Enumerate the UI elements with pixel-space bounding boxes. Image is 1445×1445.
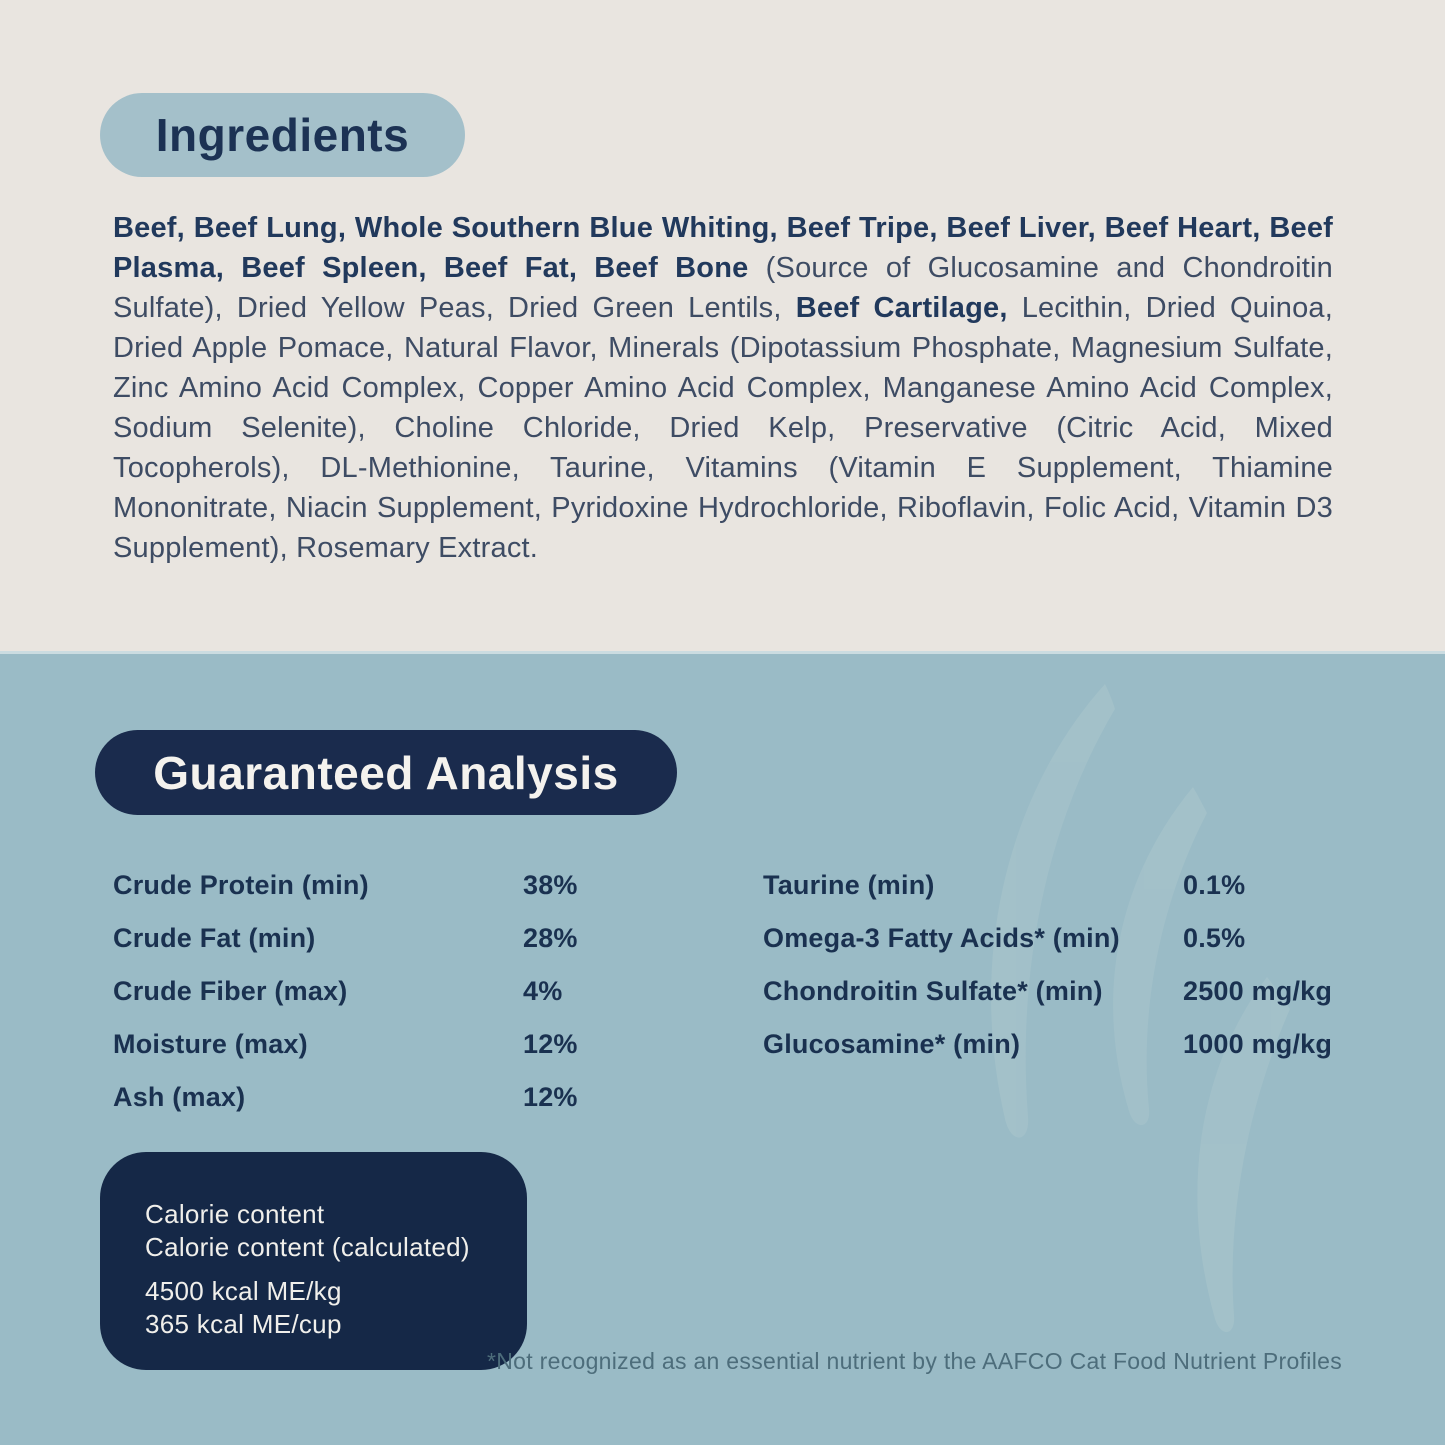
nutrient-label: Omega-3 Fatty Acids* (min) xyxy=(763,923,1120,953)
analysis-row xyxy=(113,1029,733,1058)
aafco-footnote: *Not recognized as an essential nutrient by the AAFCO Cat Food Nutrient Profiles xyxy=(487,1348,1342,1374)
calorie-value-lines xyxy=(145,1275,497,1341)
analysis-row xyxy=(763,976,1363,1005)
analysis-row xyxy=(763,1029,1363,1058)
analysis-column-right xyxy=(763,870,1363,1082)
analysis-row xyxy=(763,923,1363,952)
nutrient-value: 0.1% xyxy=(1183,870,1246,900)
nutrient-label: Crude Fiber (max) xyxy=(113,976,348,1006)
nutrient-label: Ash (max) xyxy=(113,1082,246,1112)
analysis-row xyxy=(113,923,733,952)
ingredient-segment-bold: Beef Cartilage, xyxy=(795,292,1008,324)
nutrient-value: 12% xyxy=(523,1029,578,1059)
nutrient-label: Moisture (max) xyxy=(113,1029,308,1059)
calorie-line: 4500 kcal ME/kg xyxy=(145,1276,342,1306)
analysis-row xyxy=(113,1082,733,1111)
section-divider xyxy=(0,651,1445,654)
nutrient-label: Chondroitin Sulfate* (min) xyxy=(763,976,1103,1006)
analysis-row xyxy=(113,870,733,899)
calorie-title-lines xyxy=(145,1198,497,1264)
nutrient-value: 12% xyxy=(523,1082,578,1112)
analysis-column-left xyxy=(113,870,733,1135)
ingredients-title-pill xyxy=(100,93,465,177)
nutrient-value: 4% xyxy=(523,976,563,1006)
calorie-line: 365 kcal ME/cup xyxy=(145,1309,342,1339)
ingredients-paragraph xyxy=(113,208,1333,568)
nutrient-label: Glucosamine* (min) xyxy=(763,1029,1021,1059)
ingredient-segment: (Source of Glucosamine and Chondroitin Sulfate), Dried Yellow Peas, Dried Green Lentils, xyxy=(113,252,1333,324)
nutrient-value: 28% xyxy=(523,923,578,953)
ingredients-title: Ingredients xyxy=(155,109,410,161)
nutrient-label: Taurine (min) xyxy=(763,870,935,900)
calorie-line: Calorie content (calculated) xyxy=(145,1232,470,1262)
guaranteed-analysis-section xyxy=(0,651,1445,1445)
nutrient-label: Crude Fat (min) xyxy=(113,923,316,953)
guaranteed-analysis-title-pill xyxy=(95,730,677,815)
analysis-row xyxy=(113,976,733,1005)
analysis-row xyxy=(763,870,1363,899)
nutrient-value: 0.5% xyxy=(1183,923,1246,953)
ingredient-segment: Lecithin, Dried Quinoa, Dried Apple Pomace, Natural Flavor, Minerals (Dipotassium Phosphate, Magnesium Sulfate, Zinc Amino Acid Complex, Copper Amino Acid Complex, Manganese Amino Acid Complex, Sodium Selenite), Choline Chloride, Dried Kelp, Preservative (Citric Acid, Mixed Tocopherols), DL-Methionine, Taurine, Vitamins (Vitamin E Supplement, Thiamine Mononitrate, Niacin Supplement, Pyridoxine Hydrochloride, Riboflavin, Folic Acid, Vitamin D3 Supplement), Rosemary Extract. xyxy=(113,292,1333,564)
guaranteed-analysis-title: Guaranteed Analysis xyxy=(153,746,619,799)
calorie-content-box xyxy=(100,1152,527,1370)
nutrient-label: Crude Protein (min) xyxy=(113,870,369,900)
nutrient-value: 2500 mg/kg xyxy=(1183,976,1333,1006)
calorie-line: Calorie content xyxy=(145,1199,325,1229)
ingredients-section xyxy=(0,0,1445,651)
nutrient-value: 38% xyxy=(523,870,578,900)
ingredient-segment-bold: Beef, Beef Lung, Whole Southern Blue Whiting, Beef Tripe, Beef Liver, Beef Heart, Beef Plasma, Beef Spleen, Beef Fat, Beef Bone xyxy=(113,212,1333,284)
nutrient-value: 1000 mg/kg xyxy=(1183,1029,1333,1059)
